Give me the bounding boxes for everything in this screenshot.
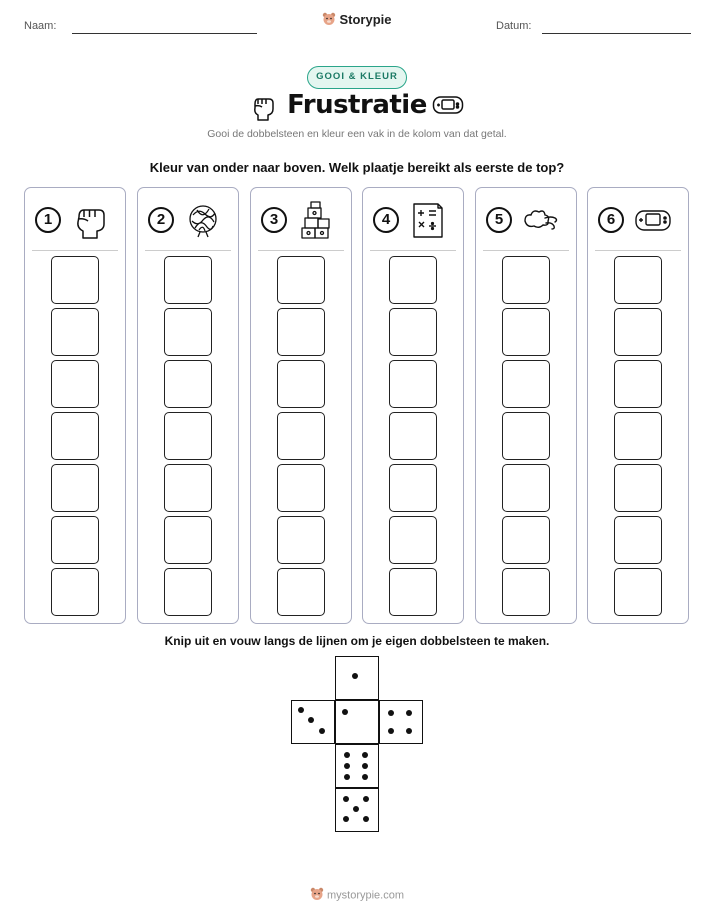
column-divider <box>595 250 681 251</box>
die-pip <box>388 710 394 716</box>
die-face <box>335 788 379 832</box>
color-box[interactable] <box>614 516 662 564</box>
instruction: Kleur van onder naar boven. Welk plaatje bereikt als eerste de top? <box>149 160 565 175</box>
color-box[interactable] <box>614 308 662 356</box>
die-face <box>335 744 379 788</box>
fist-icon <box>70 200 110 240</box>
column-number: 5 <box>486 207 512 233</box>
color-box[interactable] <box>614 256 662 304</box>
die-pip <box>352 673 358 679</box>
game-controller-icon <box>432 94 464 121</box>
column-number: 6 <box>598 207 624 233</box>
die-pip <box>362 763 368 769</box>
cut-instruction: Knip uit en vouw langs de lijnen om je eigen dobbelsteen te maken. <box>164 634 550 648</box>
die-face <box>335 700 379 744</box>
column-4 <box>362 187 464 624</box>
column-divider <box>32 250 118 251</box>
die-face <box>291 700 335 744</box>
color-box[interactable] <box>164 516 212 564</box>
column-1 <box>24 187 126 624</box>
name-label: Naam: <box>24 20 57 32</box>
column-number: 2 <box>148 207 174 233</box>
color-box[interactable] <box>502 516 550 564</box>
color-box[interactable] <box>51 412 99 460</box>
color-box[interactable] <box>164 256 212 304</box>
color-box[interactable] <box>51 568 99 616</box>
die-pip <box>362 752 368 758</box>
die-pip <box>342 709 348 715</box>
color-box[interactable] <box>614 360 662 408</box>
die-pip <box>344 752 350 758</box>
date-label: Datum: <box>496 20 532 32</box>
date-line <box>542 33 691 34</box>
color-box[interactable] <box>164 360 212 408</box>
die-pip <box>363 796 369 802</box>
color-box[interactable] <box>277 568 325 616</box>
die-pip <box>344 774 350 780</box>
color-box[interactable] <box>502 308 550 356</box>
column-number: 4 <box>373 207 399 233</box>
column-6 <box>587 187 689 624</box>
color-box[interactable] <box>277 308 325 356</box>
color-box[interactable] <box>164 412 212 460</box>
color-box[interactable] <box>389 308 437 356</box>
die-pip <box>298 707 304 713</box>
color-box[interactable] <box>277 360 325 408</box>
color-box[interactable] <box>389 412 437 460</box>
color-box[interactable] <box>277 516 325 564</box>
color-box[interactable] <box>51 360 99 408</box>
color-box[interactable] <box>502 412 550 460</box>
die-pip <box>406 728 412 734</box>
brand-name: Storypie <box>339 12 392 27</box>
page-title: Frustratie <box>287 90 427 120</box>
color-box[interactable] <box>389 256 437 304</box>
color-box[interactable] <box>164 308 212 356</box>
color-box[interactable] <box>389 464 437 512</box>
die-pip <box>388 728 394 734</box>
die-face <box>335 656 379 700</box>
die-pip <box>353 806 359 812</box>
die-face <box>379 700 423 744</box>
bear-logo-icon <box>310 887 324 904</box>
die-pip <box>319 728 325 734</box>
color-box[interactable] <box>502 360 550 408</box>
column-divider <box>370 250 456 251</box>
column-number: 3 <box>261 207 287 233</box>
color-box[interactable] <box>51 464 99 512</box>
color-box[interactable] <box>164 568 212 616</box>
color-box[interactable] <box>614 464 662 512</box>
color-box[interactable] <box>277 256 325 304</box>
column-divider <box>258 250 344 251</box>
color-box[interactable] <box>389 360 437 408</box>
brand-logo <box>0 12 714 29</box>
title-row <box>0 90 714 126</box>
column-number: 1 <box>35 207 61 233</box>
footer-url[interactable]: mystorypie.com <box>326 889 405 902</box>
column-5 <box>475 187 577 624</box>
die-pip <box>363 816 369 822</box>
color-box[interactable] <box>51 516 99 564</box>
die-pip <box>362 774 368 780</box>
color-box[interactable] <box>277 412 325 460</box>
die-pip <box>308 717 314 723</box>
color-box[interactable] <box>389 516 437 564</box>
color-box[interactable] <box>164 464 212 512</box>
footer <box>0 887 714 904</box>
color-box[interactable] <box>614 568 662 616</box>
color-box[interactable] <box>502 256 550 304</box>
color-box[interactable] <box>51 256 99 304</box>
die-pip <box>406 710 412 716</box>
color-box[interactable] <box>277 464 325 512</box>
tangled-brain-icon <box>183 200 223 240</box>
color-box[interactable] <box>614 412 662 460</box>
die-pip <box>344 763 350 769</box>
bear-logo-icon <box>322 12 336 29</box>
column-3 <box>250 187 352 624</box>
color-box[interactable] <box>51 308 99 356</box>
stacked-blocks-icon <box>296 200 336 240</box>
column-2 <box>137 187 239 624</box>
die-pip <box>343 796 349 802</box>
die-pip <box>343 816 349 822</box>
puff-of-air-icon <box>521 200 561 240</box>
subtitle: Gooi de dobbelsteen en kleur een vak in de kolom van dat getal. <box>207 128 507 140</box>
color-box[interactable] <box>502 464 550 512</box>
color-box[interactable] <box>389 568 437 616</box>
activity-badge: GOOI & KLEUR <box>307 66 407 89</box>
name-line <box>72 33 257 34</box>
column-divider <box>145 250 231 251</box>
color-box[interactable] <box>502 568 550 616</box>
game-controller-icon <box>633 200 673 240</box>
column-divider <box>483 250 569 251</box>
math-worksheet-icon <box>408 200 448 240</box>
